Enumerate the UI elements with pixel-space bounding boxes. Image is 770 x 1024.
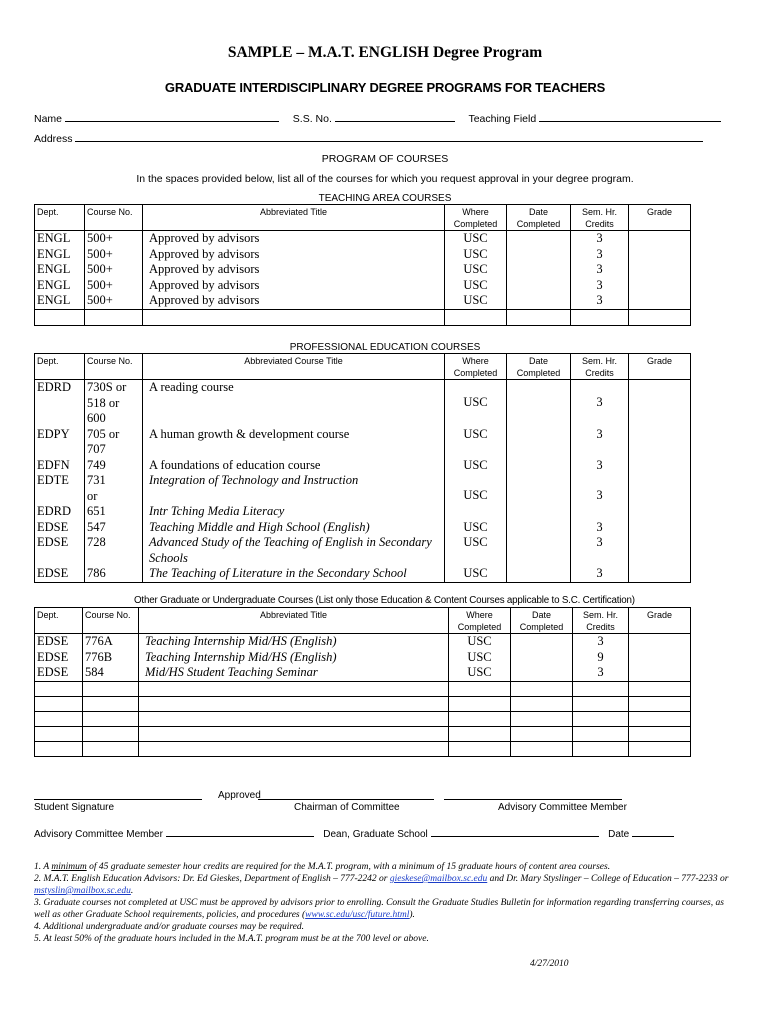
cell-course: or [87, 488, 98, 503]
cell-course: 707 [87, 442, 106, 456]
cell-title: Integration of Technology and Instruction [149, 473, 359, 487]
cell-course: 705 or [87, 426, 120, 441]
header-course: Course No. [85, 205, 143, 231]
cell-course: 730S or [87, 380, 127, 394]
cell-dept: ENGL [37, 293, 71, 307]
header-grade: Grade [629, 205, 691, 231]
program-heading: PROGRAM OF COURSES [321, 153, 449, 165]
cell-grade[interactable] [629, 520, 691, 536]
bulletin-link[interactable]: www.sc.edu/usc/future.html [305, 910, 410, 920]
cell-where: USC [463, 231, 488, 245]
cell-grade[interactable] [629, 473, 691, 520]
cell-course: 776B [85, 649, 113, 664]
cell-dept: EDSE [37, 634, 69, 648]
revision-date: 4/27/2010 [530, 959, 569, 969]
cell-credits: 3 [571, 458, 629, 474]
cell-title: Approved by advisors [149, 231, 260, 245]
cell-title: Teaching Internship Mid/HS (English) [145, 634, 337, 648]
cell-course: 500+ [87, 246, 113, 261]
dean-label: Dean, Graduate School [323, 829, 428, 840]
cell-course: 776A [85, 634, 113, 648]
header-credits: Sem. Hr. Credits [573, 608, 629, 634]
chairman-signature-line[interactable] [258, 790, 434, 800]
cell-course: 547 [85, 520, 143, 536]
header-course: Course No. [83, 608, 139, 634]
header-grade: Grade [629, 608, 691, 634]
cell-title: A reading course [143, 380, 445, 427]
cell-course: 500+ [87, 231, 113, 245]
cell-where: USC [445, 520, 507, 536]
cell-credits: 3 [571, 520, 629, 536]
cell-dept: EDSE [35, 535, 85, 566]
cell-grade[interactable] [629, 535, 691, 566]
cell-dept: ENGL [37, 262, 71, 276]
cell-dept: EDTE [37, 473, 69, 487]
table-row [35, 380, 691, 427]
cell-title: Intr Tching Media Literacy [149, 504, 285, 518]
cell-dept: EDSE [35, 520, 85, 536]
cell-title: Teaching Internship Mid/HS (English) [145, 649, 337, 664]
cell-title: Approved by advisors [149, 246, 260, 261]
cell-date[interactable] [507, 473, 571, 520]
cell-credits: 3 [597, 634, 604, 648]
cell-grade[interactable] [629, 380, 691, 427]
cell-date[interactable] [507, 535, 571, 566]
cell-where: USC [467, 665, 492, 679]
cell-dept: EDSE [37, 665, 69, 679]
other-table [34, 607, 691, 757]
cell-where: USC [467, 634, 492, 648]
note-2: 2. M.A.T. English Education Advisors: Dr. Ed Gieskes, Department of English – 777-2242 or gieskese@mailbox.sc.edu and Dr. Mary Styslinger – College of Education – 777-2233 or mstyslin@mailbox.sc.edu. [34, 874, 729, 896]
professional-table [34, 353, 691, 583]
table-row-empty [35, 696, 691, 711]
cell-course: 728 [85, 535, 143, 566]
cell-dept: EDSE [35, 566, 85, 582]
note-3: 3. Graduate courses not completed at USC must be approved by advisors prior to enrolling. Consult the Graduate Studies Bulletin for information regarding transferring courses, as well as other Graduate School requirements, policies, and procedures (www.sc.edu/usc/future.html). [34, 898, 724, 920]
table-row [35, 473, 691, 520]
cell-title: A human growth & development course [143, 427, 445, 458]
table-row [35, 427, 691, 458]
bottom-signature-row [34, 827, 674, 840]
cell-dept: EDSE [37, 649, 69, 664]
cell-course: 600 [87, 411, 106, 425]
cell-credits: 9 [597, 649, 604, 664]
cell-course: 731 [87, 473, 106, 487]
header-title: Abbreviated Title [139, 608, 449, 634]
cell-date[interactable] [507, 458, 571, 474]
cell-credits: 3 [597, 665, 604, 679]
email-link-styslinger[interactable]: mstyslin@mailbox.sc.edu [34, 886, 131, 896]
date-line[interactable] [632, 827, 674, 837]
other-heading: Other Graduate or Undergraduate Courses (List only those Education & Content Courses applicable to S.C. Certification) [134, 595, 635, 606]
cell-where: USC [463, 277, 488, 292]
address-label: Address [34, 133, 73, 145]
student-signature-label: Student Signature [34, 802, 115, 813]
cell-grade[interactable] [629, 634, 691, 682]
cell-title: Approved by advisors [149, 277, 260, 292]
table-row [35, 231, 691, 310]
advisory-member-label: Advisory Committee Member [498, 802, 627, 813]
cell-title: A foundations of education course [143, 458, 445, 474]
cell-dept: EDFN [35, 458, 85, 474]
cell-course: 651 [87, 504, 106, 518]
cell-course: 786 [85, 566, 143, 582]
table-row-empty [35, 711, 691, 726]
advisory-member-line[interactable] [166, 827, 314, 837]
approved-label: Approved [218, 790, 261, 801]
header-credits: Sem. Hr. Credits [571, 354, 629, 380]
cell-credits: 3 [596, 246, 603, 261]
cell-credits: 3 [571, 566, 629, 582]
header-where: Where Completed [449, 608, 511, 634]
header-where: Where Completed [445, 354, 507, 380]
cell-date[interactable] [507, 427, 571, 458]
teaching-field-input[interactable] [539, 112, 721, 122]
header-grade: Grade [629, 354, 691, 380]
cell-where: USC [445, 380, 507, 427]
table-row-empty [35, 309, 691, 325]
ss-label: S.S. No. [292, 113, 332, 125]
email-link-gieskes[interactable]: gieskese@mailbox.sc.edu [389, 874, 488, 884]
program-instruction: In the spaces provided below, list all of the courses for which you request approval in your degree program. [136, 173, 634, 185]
cell-credits: 3 [596, 231, 603, 245]
cell-course: 584 [85, 665, 104, 679]
table-row-empty [35, 741, 691, 756]
header-date: Date Completed [507, 205, 571, 231]
header-dept: Dept. [35, 608, 83, 634]
advisory-member-label-2: Advisory Committee Member [34, 829, 163, 840]
cell-title: Advanced Study of the Teaching of English in Secondary [149, 535, 432, 549]
header-credits: Sem. Hr. Credits [571, 205, 629, 231]
cell-credits: 3 [596, 262, 603, 276]
cell-grade[interactable] [629, 458, 691, 474]
professional-heading: PROFESSIONAL EDUCATION COURSES [289, 342, 481, 353]
cell-where: USC [463, 246, 488, 261]
cell-title: Mid/HS Student Teaching Seminar [145, 665, 318, 679]
cell-where: USC [463, 293, 488, 307]
notes-block [34, 861, 736, 945]
table-row [35, 634, 691, 682]
cell-title: The Teaching of Literature in the Secondary School [143, 566, 445, 582]
cell-course: 500+ [87, 277, 113, 292]
cell-dept: ENGL [37, 246, 71, 261]
cell-credits: 3 [596, 293, 603, 307]
dean-line[interactable] [431, 827, 599, 837]
teaching-table [34, 204, 691, 326]
cell-grade[interactable] [629, 566, 691, 582]
cell-credits: 3 [571, 535, 629, 566]
table-row-empty [35, 726, 691, 741]
cell-where: USC [445, 458, 507, 474]
header-date: Date Completed [507, 354, 571, 380]
cell-dept: EDPY [35, 427, 85, 458]
header-date: Date Completed [511, 608, 573, 634]
cell-date[interactable] [511, 634, 573, 682]
note-5: 5. At least 50% of the graduate hours included in the M.A.T. program must be at the 700 level or above. [34, 934, 429, 944]
cell-where: USC [463, 262, 488, 276]
cell-course: 518 or [87, 395, 120, 410]
page-title: SAMPLE – M.A.T. ENGLISH Degree Program [227, 44, 543, 61]
cell-dept: ENGL [37, 231, 71, 245]
teaching-field-label: Teaching Field [468, 113, 537, 125]
cell-where: USC [445, 473, 507, 520]
table-header [35, 205, 691, 231]
cell-credits: 3 [571, 473, 629, 520]
table-row [35, 520, 691, 536]
cell-dept: ENGL [37, 277, 71, 292]
cell-credits: 3 [596, 277, 603, 292]
cell-grade[interactable] [629, 427, 691, 458]
cell-course: 500+ [87, 293, 113, 307]
name-row [34, 112, 721, 125]
cell-title: Schools [149, 550, 188, 565]
table-row [35, 535, 691, 566]
cell-title: Approved by advisors [149, 262, 260, 276]
table-header [35, 354, 691, 380]
header-title: Abbreviated Title [143, 205, 445, 231]
cell-dept: EDRD [37, 504, 72, 518]
cell-where: USC [445, 535, 507, 566]
note-1: 1. A minimum of 45 graduate semester hour credits are required for the M.A.T. program, with a minimum of 15 graduate hours of content area courses. [34, 862, 611, 872]
cell-title: Teaching Middle and High School (English) [143, 520, 445, 536]
cell-grade[interactable] [629, 231, 691, 310]
header-course: Course No. [85, 354, 143, 380]
cell-credits: 3 [571, 380, 629, 427]
advisory-signature-line[interactable] [444, 790, 622, 800]
table-row-empty [35, 681, 691, 696]
cell-date[interactable] [507, 566, 571, 582]
header-dept: Dept. [35, 354, 85, 380]
address-field[interactable] [75, 132, 703, 142]
cell-where: USC [467, 649, 492, 664]
cell-title: Approved by advisors [149, 293, 260, 307]
cell-date[interactable] [507, 520, 571, 536]
cell-course: 749 [85, 458, 143, 474]
date-label: Date [608, 829, 630, 840]
table-row [35, 566, 691, 582]
cell-credits: 3 [571, 427, 629, 458]
cell-dept: EDRD [35, 380, 85, 427]
header-title: Abbreviated Course Title [143, 354, 445, 380]
cell-where: USC [445, 427, 507, 458]
page-subtitle: GRADUATE INTERDISCIPLINARY DEGREE PROGRAMS FOR TEACHERS [164, 80, 606, 95]
student-signature-line[interactable] [34, 790, 202, 800]
cell-date[interactable] [507, 380, 571, 427]
ss-field[interactable] [335, 112, 455, 122]
cell-date[interactable] [507, 231, 571, 310]
header-dept: Dept. [35, 205, 85, 231]
teaching-heading: TEACHING AREA COURSES [318, 193, 452, 204]
address-row [34, 132, 703, 145]
table-row [35, 458, 691, 474]
cell-course: 500+ [87, 262, 113, 276]
chairman-label: Chairman of Committee [294, 802, 400, 813]
table-header [35, 608, 691, 634]
name-label: Name [34, 113, 63, 125]
cell-where: USC [445, 566, 507, 582]
name-field[interactable] [65, 112, 279, 122]
header-where: Where Completed [445, 205, 507, 231]
note-4: 4. Additional undergraduate and/or graduate courses may be required. [34, 922, 305, 932]
